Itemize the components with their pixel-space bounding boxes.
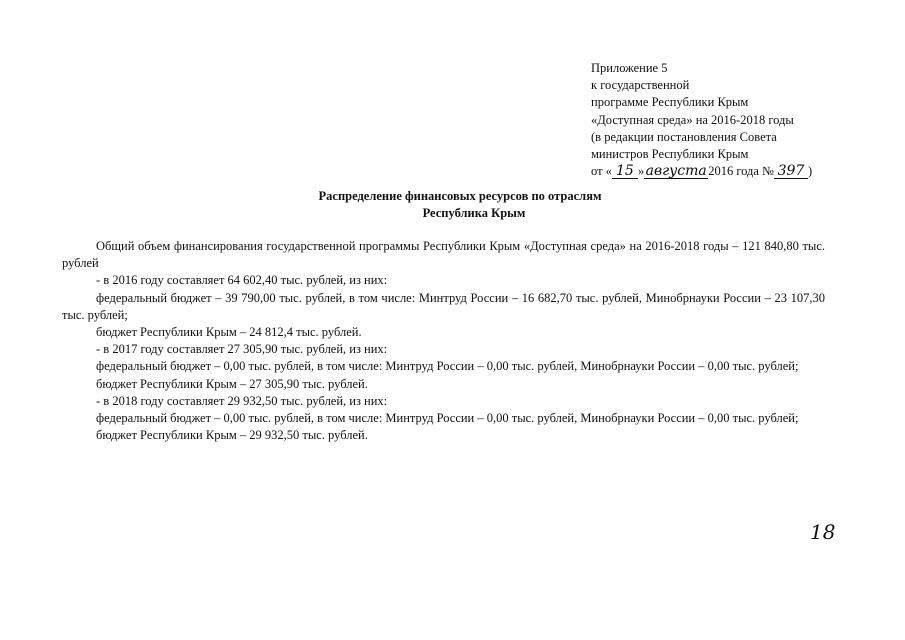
appendix-line: программе Республики Крым [591,95,749,110]
body-paragraph: - в 2016 году составляет 64 602,40 тыс. рублей, из них: [96,273,388,288]
document-title [180,188,740,222]
body-paragraph: федеральный бюджет – 0,00 тыс. рублей, в том числе: Минтруд России – 0,00 тыс. рублей, Минобрнауки России – 0,00 тыс. рублей; [96,359,799,374]
date-suffix: ) [807,164,813,179]
handwritten-month: августа [645,163,707,180]
appendix-line: «Доступная среда» на 2016-2018 годы [591,112,794,127]
title-line-1: Распределение финансовых ресурсов по отраслям [318,189,602,203]
date-prefix: от « [591,164,612,179]
body-paragraph: федеральный бюджет – 0,00 тыс. рублей, в том числе: Минтруд России – 0,00 тыс. рублей, Минобрнауки России – 0,00 тыс. рублей; [96,411,799,426]
body-paragraph: федеральный бюджет – 39 790,00 тыс. рублей, в том числе: Минтруд России – 16 682,70 тыс. рублей, Минобрнауки России – 23 107,30 тыс. рублей; [62,290,825,322]
date-year: 2016 года № [708,164,774,179]
appendix-date-line [591,163,891,180]
body-paragraph: бюджет Республики Крым – 27 305,90 тыс. рублей. [96,376,368,391]
appendix-line: Приложение 5 [591,61,668,75]
document-body [62,238,825,444]
page-number: 18 [810,520,836,544]
date-close-quote: » [637,164,645,179]
handwritten-day: 15 [612,164,638,179]
appendix-line: (в редакции постановления Совета [591,129,777,144]
body-paragraph: Общий объем финансирования государственной программы Республики Крым «Доступная среда» на 2016-2018 годы – 121 840,80 тыс. рублей [62,239,825,271]
body-paragraph: бюджет Республики Крым – 29 932,50 тыс. рублей. [96,428,368,443]
title-line-2: Республика Крым [422,206,526,220]
body-paragraph: - в 2018 году составляет 29 932,50 тыс. рублей, из них: [96,393,388,408]
body-paragraph: бюджет Республики Крым – 24 812,4 тыс. рублей. [96,325,362,340]
handwritten-doc-number: 397 [774,164,808,179]
appendix-line: к государственной [591,78,690,93]
body-paragraph: - в 2017 году составляет 27 305,90 тыс. рублей, из них: [96,342,388,357]
appendix-header [591,60,891,180]
appendix-line: министров Республики Крым [591,147,749,162]
